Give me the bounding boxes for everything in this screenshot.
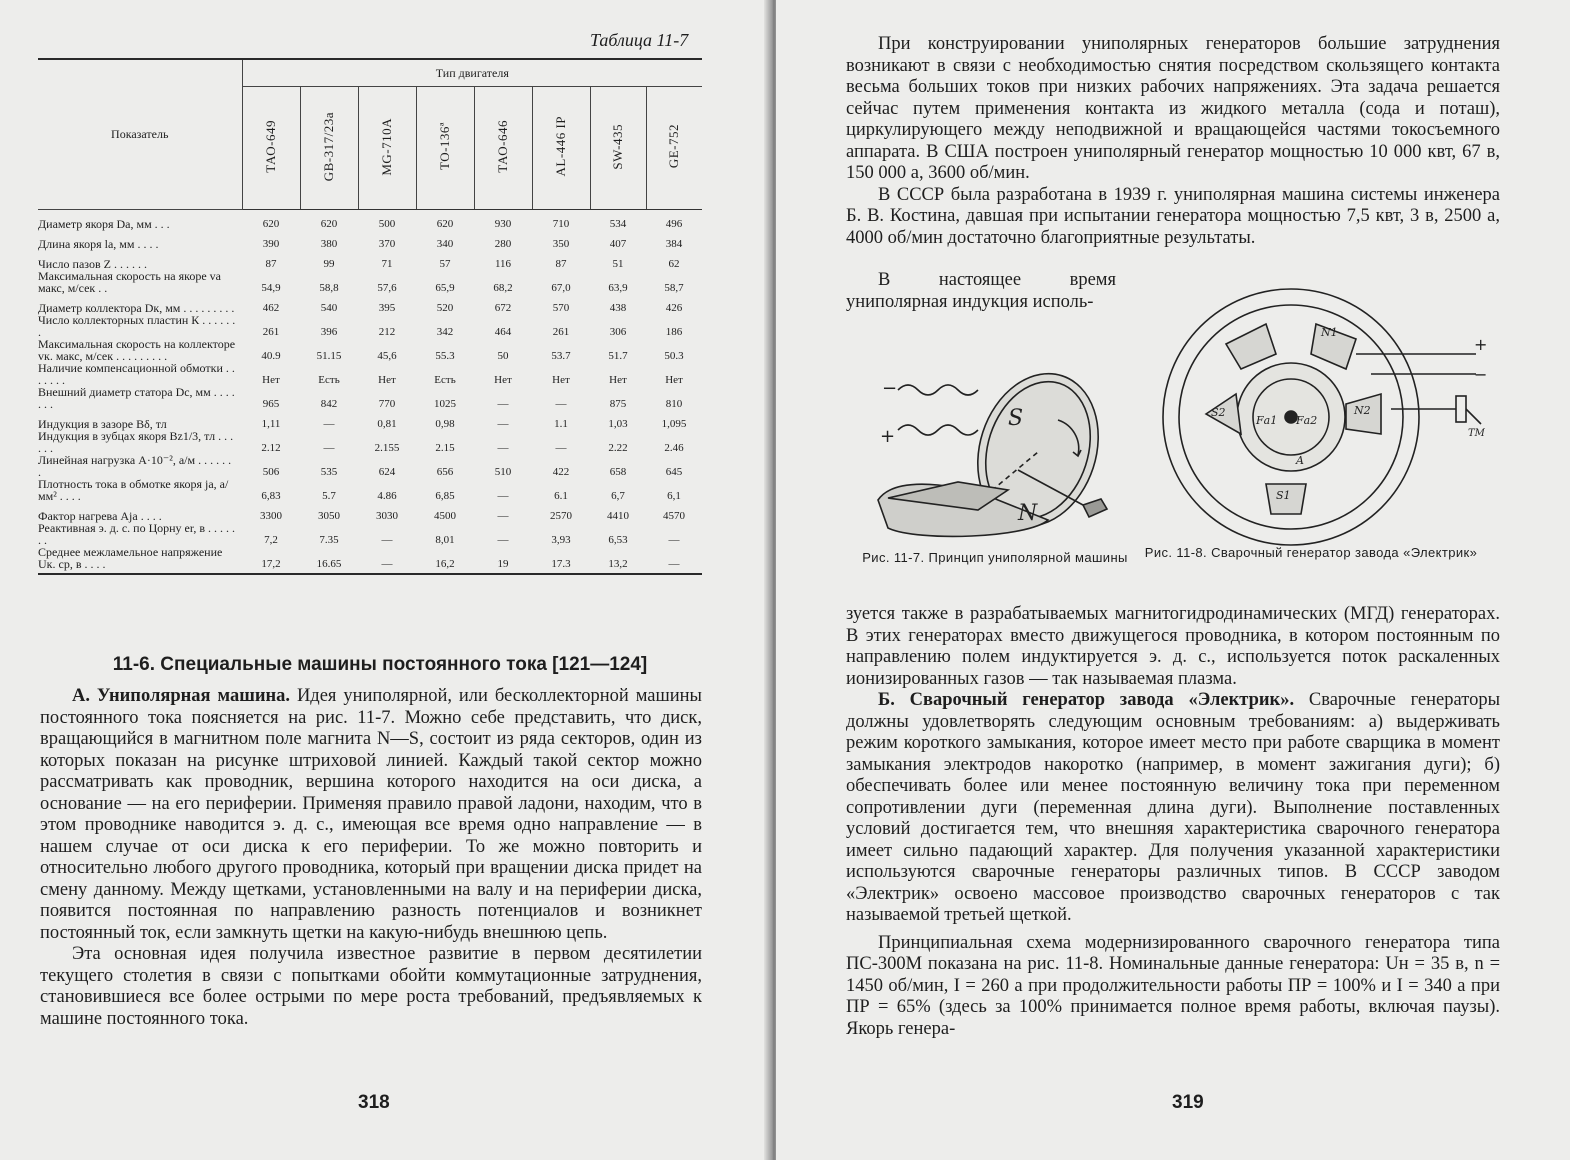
cell-value: 16,2	[416, 546, 474, 574]
label-plus: +	[880, 426, 896, 447]
engine-type-label: GE-752	[666, 124, 682, 169]
cell-value: 4410	[607, 510, 629, 522]
cell-value: 68,2	[493, 282, 513, 294]
cell-value: 6,1	[667, 490, 681, 502]
cell-value: 87	[555, 258, 567, 270]
cell-value: —	[358, 546, 416, 574]
label-minus: −	[882, 378, 898, 399]
engine-type-label: TO-136ª	[437, 122, 452, 171]
cell-value: —	[497, 398, 509, 410]
cell-value: 58,8	[319, 282, 339, 294]
table-caption: Таблица 11-7	[590, 30, 689, 50]
paragraph-mhd: зуется также в разрабатываемых магнитогидродинамических (МГД) генераторах. В этих генераторах вместо движущегося проводника, в котором постоянным по направлению полем индуктируется э. д. с., используется поток раскаленных ионизированных газов — так называемая плазма.	[846, 604, 1500, 689]
cell-value: 464	[494, 326, 512, 338]
cell-value: 2.46	[664, 442, 684, 454]
table-row	[38, 230, 702, 250]
cell-value: 510	[494, 466, 512, 478]
label-south: S	[1008, 406, 1024, 431]
cell-value: 6,7	[611, 490, 625, 502]
cell-value: 520	[436, 302, 454, 314]
cell-value: 58,7	[664, 282, 684, 294]
figure-welding-generator	[1156, 284, 1496, 550]
cell-value: 4.86	[377, 490, 397, 502]
cell-value: 810	[665, 398, 683, 410]
paragraph-unipolar-machine	[40, 686, 702, 944]
table-row	[38, 294, 702, 314]
cell-value: 4500	[434, 510, 456, 522]
cell-value: 645	[665, 466, 683, 478]
cell-value: —	[497, 442, 509, 454]
cell-value: 396	[320, 326, 338, 338]
right-page	[776, 0, 1570, 1160]
cell-value: 3,93	[551, 534, 571, 546]
paragraph-body-welding: Сварочные генераторы должны удовлетворять следующим основным требованиям: а) выдерживать режим короткого замыкания, которое имеет место при работе сварщика в момент замыкания электродов накоротко (например, в момент зажигания дуги); б) обеспечивать более или менее постоянную величину тока при переменном сопротивлении дуги (переменная длина дуги). Выполнение поставленных условий достигается тем, что внешняя характеристика сварочного генератора имеет сильно падающий характер. Для получения указанной характеристики используются сварочные генераторы различных типов. В СССР заводом «Электрик» освоено массовое производство сварочных генераторов с так называемой третьей щеткой.	[846, 690, 1501, 925]
right-top-text	[846, 34, 1500, 249]
right-narrow-text	[846, 270, 1116, 313]
cell-value: 500	[378, 218, 396, 230]
cell-value: 620	[320, 218, 338, 230]
cell-value: 2.22	[608, 442, 628, 454]
cell-value: —	[497, 418, 509, 430]
table-row	[38, 502, 702, 522]
cell-value: 506	[262, 466, 280, 478]
cell-value: 342	[436, 326, 454, 338]
cell-value: 2.15	[435, 442, 455, 454]
engine-type-4	[474, 87, 532, 210]
page-number-right: 319	[1172, 1092, 1204, 1113]
cell-value: —	[668, 534, 680, 546]
cell-value: 0,98	[435, 418, 455, 430]
label-s2: S2	[1211, 406, 1226, 419]
cell-value: 261	[552, 326, 570, 338]
cell-value: 65,9	[435, 282, 455, 294]
cell-value: 57	[439, 258, 451, 270]
cell-value: 50.3	[664, 350, 684, 362]
cell-value: 87	[265, 258, 277, 270]
cell-value: 7.35	[319, 534, 339, 546]
engine-type-label: ТАО-649	[263, 120, 278, 173]
cell-value: 54,9	[261, 282, 281, 294]
cell-value: 770	[378, 398, 396, 410]
row-label: Среднее межламельное напряжение Uк. ср, в . . . .	[38, 546, 242, 574]
cell-value: 2.155	[374, 442, 400, 454]
engine-type-header: Тип двигателя	[242, 59, 702, 87]
cell-value: 3030	[376, 510, 398, 522]
row-label: Число коллекторных пластин К . . . . . . .	[38, 313, 236, 339]
label-a: A	[1296, 454, 1304, 467]
page-number-left: 318	[358, 1092, 390, 1113]
cell-value: 965	[262, 398, 280, 410]
cell-value: Нет	[665, 374, 683, 386]
cell-value: 426	[665, 302, 683, 314]
cell-value: 4570	[663, 510, 686, 522]
engine-type-0	[242, 87, 300, 210]
cell-value: 99	[323, 258, 335, 270]
cell-value: Нет	[262, 374, 280, 386]
row-label: Диаметр якоря Dа, мм . . .	[38, 217, 170, 231]
engine-type-6	[590, 87, 646, 210]
cell-value: 1,11	[261, 418, 281, 430]
cell-value: 19	[474, 546, 532, 574]
engine-type-label: MG-710A	[379, 117, 394, 176]
row-label: Плотность тока в обмотке якоря jа, а/мм² . . . .	[38, 477, 229, 503]
cell-value: 620	[436, 218, 454, 230]
row-label: Линейная нагрузка A·10⁻², а/м . . . . . . .	[38, 453, 232, 479]
cell-value: 0,81	[377, 418, 397, 430]
table-row	[38, 314, 702, 338]
row-label: Индукция в зубцах якоря Bz1/3, тл . . . . . .	[38, 429, 234, 455]
cell-value: —	[381, 534, 393, 546]
cell-value: —	[497, 534, 509, 546]
cell-value: 55.3	[435, 350, 455, 362]
paragraph-body: Идея униполярной, или бесколлекторной машины постоянного тока поясняется на рис. 11-7. Можно себе представить, что диск, вращающийся в магнитном поле магнита N—S, состоит из ряда секторов, один из которых показан на рисунке штриховой линией. Каждый такой сектор можно рассматривать как проводник, вершина которого находится на оси диска, а основание — на его периферии. Применяя правило правой ладони, находим, что в этом проводнике наводится э. д. с., имеющая все время одно направление — в нашем случае от оси диска к его периферии. То же можно повторить и относительно любого другого проводника, который при вращении диска придет на смену данному. Между щетками, установленными на валу и на периферии диска, появится постоянная по направлению разность потенциалов и возникнет постоянный ток, если замкнуть щетки на какую-нибудь внешнюю цепь.	[40, 686, 702, 943]
label-fa1: Fа1	[1256, 414, 1278, 427]
cell-value: —	[323, 442, 335, 454]
cell-value: 280	[494, 238, 512, 250]
cell-value: 63,9	[608, 282, 628, 294]
figure2-caption: Рис. 11-8. Сварочный генератор завода «Электрик»	[1144, 545, 1478, 560]
cell-value: 6.1	[554, 490, 568, 502]
cell-value: 535	[320, 466, 338, 478]
cell-value: 2570	[550, 510, 572, 522]
table-row	[38, 430, 702, 454]
cell-value: 62	[668, 258, 680, 270]
figure-unipolar-machine	[858, 370, 1138, 545]
paragraph-ussr: В СССР была разработана в 1939 г. униполярная машина системы инженера Б. В. Костина, давшая при испытании генератора мощностью 7,5 квт, 3 в, 2500 а, 4000 об/мин достаточно благоприятные результаты.	[846, 184, 1500, 248]
cell-value: 50	[497, 350, 509, 362]
cell-value: 395	[378, 302, 396, 314]
cell-value: 438	[609, 302, 627, 314]
cell-value: 658	[609, 466, 627, 478]
cell-value: —	[323, 418, 335, 430]
cell-value: 71	[381, 258, 393, 270]
cell-value: 930	[494, 218, 512, 230]
paragraph-lead-welding: Б. Сварочный генератор завода «Электрик».	[878, 690, 1295, 710]
label-n1: N1	[1321, 326, 1338, 339]
row-label: Максимальная скорость на коллекторе vк. макс, м/сек . . . . . . . . .	[38, 337, 236, 363]
cell-value: 5.7	[322, 490, 336, 502]
figure1-caption: Рис. 11-7. Принцип униполярной машины	[862, 550, 1128, 565]
paragraph-present-start: В настоящее время униполярная индукция исполь-	[846, 270, 1116, 312]
table-row	[38, 210, 702, 231]
cell-value: —	[497, 510, 509, 522]
row-label: Длина якоря lа, мм . . . .	[38, 237, 159, 251]
label-tm: TM	[1468, 428, 1485, 439]
cell-value: 51.15	[316, 350, 342, 362]
cell-value: 384	[665, 238, 683, 250]
cell-value: 350	[552, 238, 570, 250]
cell-value: 40.9	[261, 350, 281, 362]
cell-value: 1025	[434, 398, 456, 410]
cell-value: 620	[262, 218, 280, 230]
label-fa2: Fа2	[1296, 414, 1318, 427]
engine-type-1	[300, 87, 358, 210]
engine-type-label: SW-435	[610, 123, 625, 170]
indicator-header: Показатель	[38, 59, 242, 210]
cell-value: 6,85	[435, 490, 455, 502]
label-s1: S1	[1276, 489, 1291, 502]
row-label: Максимальная скорость на якоре vа макс, м/сек . .	[38, 269, 221, 295]
table-row	[38, 522, 702, 546]
table-row	[38, 546, 702, 574]
table-row	[38, 270, 702, 294]
cell-value: 540	[320, 302, 338, 314]
cell-value: 1.1	[554, 418, 568, 430]
label-north: N	[1018, 501, 1038, 526]
section-heading: 11-6. Специальные машины постоянного тока [121—124]	[112, 654, 648, 675]
cell-value: 3300	[260, 510, 282, 522]
row-label: Внешний диаметр статора Dс, мм . . . . . . .	[38, 385, 235, 411]
engine-type-2	[358, 87, 416, 210]
cell-value: Нет	[378, 374, 396, 386]
table-row	[38, 338, 702, 362]
table-row	[38, 250, 702, 270]
cell-value: Нет	[494, 374, 512, 386]
cell-value: 422	[552, 466, 570, 478]
cell-value: 186	[665, 326, 683, 338]
paragraph-welding-generator	[846, 690, 1500, 927]
cell-value: 875	[609, 398, 627, 410]
cell-value: 45,6	[377, 350, 397, 362]
cell-value: —	[497, 490, 509, 502]
row-label: Реактивная э. д. с. по Цорну er, в . . . . . . .	[38, 521, 236, 547]
cell-value: 261	[262, 326, 280, 338]
row-label: Диаметр коллектора Dк, мм . . . . . . . . .	[38, 301, 235, 315]
cell-value: 534	[609, 218, 627, 230]
cell-value: 1,095	[661, 418, 687, 430]
row-label: Наличие компенсационной обмотки . . . . . . .	[38, 361, 235, 387]
engine-type-label: GB-317/23a	[321, 111, 336, 182]
table-row	[38, 454, 702, 478]
cell-value: —	[555, 442, 567, 454]
engine-type-label: ТАО-646	[495, 120, 510, 173]
paragraph-lead: А. Униполярная машина.	[72, 686, 291, 706]
cell-value: 340	[436, 238, 454, 250]
cell-value: 51	[612, 258, 624, 270]
cell-value: 13,2	[590, 546, 646, 574]
cell-value: 53.7	[551, 350, 571, 362]
cell-value: 116	[494, 258, 512, 270]
cell-value: 462	[262, 302, 280, 314]
cell-value: Нет	[552, 374, 570, 386]
cell-value: 496	[665, 218, 683, 230]
table-row	[38, 386, 702, 410]
cell-value: 672	[494, 302, 512, 314]
cell-value: 570	[552, 302, 570, 314]
cell-value: 6,83	[261, 490, 281, 502]
left-page	[0, 0, 770, 1160]
left-body-text	[40, 686, 702, 1030]
table-row	[38, 478, 702, 502]
engine-spec-table	[38, 58, 702, 575]
cell-value: 16.65	[300, 546, 358, 574]
row-label: Число пазов Z . . . . . .	[38, 257, 147, 271]
engine-type-5	[532, 87, 590, 210]
cell-value: 17.3	[532, 546, 590, 574]
table-row	[38, 410, 702, 430]
cell-value: 1,03	[608, 418, 628, 430]
cell-value: Есть	[434, 374, 456, 386]
cell-value: 6,53	[608, 534, 628, 546]
cell-value: 624	[378, 466, 396, 478]
label-n2: N2	[1354, 404, 1371, 417]
row-label: Индукция в зазоре Bδ, тл	[38, 417, 167, 431]
paragraph-ps300m: Принципиальная схема модернизированного сварочного генератора типа ПС-300М показана на рис. 11-8. Номинальные данные генератора: Uн = 35 в, n = 1450 об/мин, I = 260 а при продолжительности работы ПР = 100% и I = 340 а при ПР = 65% (здесь за 100% принимается полное время работы, включая паузы). Якорь генера-	[846, 932, 1500, 1039]
paragraph-construction: При конструировании униполярных генераторов большие затруднения возникают в связи с необходимостью снятия посредством скользящего контакта весьма больших токов при низких рабочих напряжениях. Эта задача решается сейчас путем применения контакта из жидкого металла (сода и поташ), циркулирующего между неподвижной и вращающейся частями токосъемного аппарата. В США построен униполярный генератор мощностью 10 000 квт, 67 в, 150 000 а, 3600 об/мин.	[846, 34, 1500, 183]
cell-value: —	[555, 398, 567, 410]
cell-value: 8,01	[435, 534, 455, 546]
label-plus-terminal: +	[1474, 335, 1488, 354]
cell-value: 370	[378, 238, 396, 250]
cell-value: 17,2	[242, 546, 300, 574]
paragraph-development: Эта основная идея получила известное развитие в первом десятилетии текущего столетия в связи с попытками обойти коммутационные затруднения, становившиеся все более острыми по мере роста требований, предъявляемых к машине постоянного тока.	[40, 944, 702, 1029]
cell-value: 710	[552, 218, 570, 230]
cell-value: 306	[609, 326, 627, 338]
engine-type-label: AL-446 IP	[553, 116, 568, 177]
engine-type-7	[646, 87, 702, 210]
cell-value: 212	[378, 326, 396, 338]
cell-value: 407	[609, 238, 627, 250]
cell-value: Есть	[318, 374, 340, 386]
right-bottom-text	[846, 604, 1500, 1040]
cell-value: 380	[320, 238, 338, 250]
cell-value: Нет	[609, 374, 627, 386]
engine-type-3	[416, 87, 474, 210]
cell-value: 3050	[318, 510, 340, 522]
cell-value: 57,6	[377, 282, 397, 294]
cell-value: —	[646, 546, 702, 574]
cell-value: 7,2	[264, 534, 278, 546]
label-minus-terminal: −	[1474, 365, 1488, 384]
row-label: Фактор нагрева Aja . . . .	[38, 509, 162, 523]
cell-value: 390	[262, 238, 280, 250]
table-row	[38, 362, 702, 386]
cell-value: 842	[320, 398, 338, 410]
cell-value: 656	[436, 466, 454, 478]
cell-value: 67,0	[551, 282, 571, 294]
cell-value: 2.12	[261, 442, 281, 454]
cell-value: 51.7	[608, 350, 628, 362]
